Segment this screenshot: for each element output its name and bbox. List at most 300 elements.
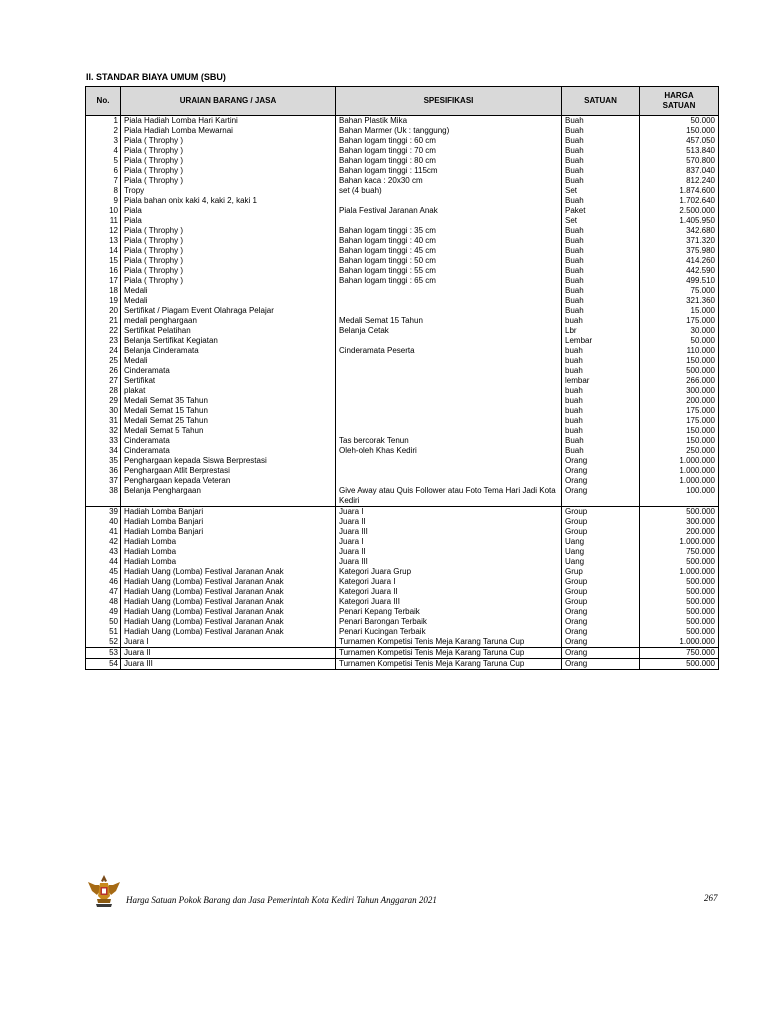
table-row (86, 557, 719, 567)
cell-no: 51 (86, 627, 121, 637)
cell-harga: 500.000 (640, 659, 719, 670)
cell-harga: 1.000.000 (640, 567, 719, 577)
table-row (86, 166, 719, 176)
cell-uraian: Cinderamata (121, 446, 336, 456)
cell-harga: 371.320 (640, 236, 719, 246)
cell-satuan: Buah (562, 236, 640, 246)
table-row (86, 466, 719, 476)
cell-uraian: Piala ( Throphy ) (121, 136, 336, 146)
cell-harga: 442.590 (640, 266, 719, 276)
cell-no: 52 (86, 637, 121, 648)
cell-satuan: Buah (562, 436, 640, 446)
cell-satuan: Buah (562, 176, 640, 186)
table-row (86, 597, 719, 607)
cell-harga: 300.000 (640, 386, 719, 396)
cell-spesifikasi (336, 396, 562, 406)
cell-no: 17 (86, 276, 121, 286)
cell-satuan: lembar (562, 376, 640, 386)
cell-harga: 150.000 (640, 436, 719, 446)
cell-no: 37 (86, 476, 121, 486)
cell-satuan: Buah (562, 136, 640, 146)
cell-uraian: Piala Hadiah Lomba Hari Kartini (121, 116, 336, 127)
cell-satuan: Uang (562, 557, 640, 567)
cell-spesifikasi (336, 336, 562, 346)
table-row (86, 406, 719, 416)
cell-no: 48 (86, 597, 121, 607)
cell-uraian: Hadiah Lomba (121, 537, 336, 547)
cell-satuan: Grup (562, 567, 640, 577)
table-row (86, 256, 719, 266)
table-row (86, 356, 719, 366)
cell-uraian: Piala ( Throphy ) (121, 256, 336, 266)
cell-no: 26 (86, 366, 121, 376)
table-row (86, 336, 719, 346)
cell-uraian: Belanja Cinderamata (121, 346, 336, 356)
cell-harga: 175.000 (640, 416, 719, 426)
cell-spesifikasi: Cinderamata Peserta (336, 346, 562, 356)
cell-no: 24 (86, 346, 121, 356)
cell-harga: 266.000 (640, 376, 719, 386)
table-row (86, 126, 719, 136)
cell-no: 23 (86, 336, 121, 346)
table-row (86, 246, 719, 256)
cell-uraian: Hadiah Lomba Banjari (121, 517, 336, 527)
cell-uraian: Penghargaan kepada Siswa Berprestasi (121, 456, 336, 466)
cell-satuan: Buah (562, 156, 640, 166)
cell-uraian: Piala (121, 206, 336, 216)
cell-uraian: Belanja Sertifikat Kegiatan (121, 336, 336, 346)
cell-satuan: buah (562, 366, 640, 376)
cell-no: 39 (86, 507, 121, 518)
cell-uraian: Penghargaan Atlit Berprestasi (121, 466, 336, 476)
cell-uraian: Cinderamata (121, 366, 336, 376)
cell-uraian: Piala ( Throphy ) (121, 266, 336, 276)
cell-satuan: Orang (562, 486, 640, 507)
table-row (86, 386, 719, 396)
cell-uraian: medali penghargaan (121, 316, 336, 326)
cell-spesifikasi: Give Away atau Quis Follower atau Foto Tema Hari Jadi Kota Kediri (336, 486, 562, 507)
cell-satuan: Orang (562, 637, 640, 648)
cell-satuan: Buah (562, 146, 640, 156)
cell-no: 42 (86, 537, 121, 547)
cell-uraian: Penghargaan kepada Veteran (121, 476, 336, 486)
cell-harga: 200.000 (640, 396, 719, 406)
cell-no: 19 (86, 296, 121, 306)
cell-satuan: Buah (562, 266, 640, 276)
cell-satuan: Orang (562, 466, 640, 476)
cell-uraian: Hadiah Lomba (121, 547, 336, 557)
cell-harga: 1.000.000 (640, 637, 719, 648)
cell-spesifikasi: Juara I (336, 537, 562, 547)
cell-no: 11 (86, 216, 121, 226)
cell-spesifikasi: Bahan kaca : 20x30 cm (336, 176, 562, 186)
cell-satuan: Orang (562, 456, 640, 466)
cell-spesifikasi (336, 376, 562, 386)
table-row (86, 507, 719, 518)
cell-harga: 500.000 (640, 577, 719, 587)
cell-uraian: Piala Hadiah Lomba Mewarnai (121, 126, 336, 136)
cell-harga: 150.000 (640, 426, 719, 436)
cell-harga: 30.000 (640, 326, 719, 336)
cell-no: 54 (86, 659, 121, 670)
cell-harga: 500.000 (640, 617, 719, 627)
cell-harga: 1.874.600 (640, 186, 719, 196)
cell-harga: 50.000 (640, 336, 719, 346)
cell-no: 20 (86, 306, 121, 316)
cell-spesifikasi (336, 426, 562, 436)
cell-spesifikasi: Penari Kepang Terbaik (336, 607, 562, 617)
cell-harga: 457.050 (640, 136, 719, 146)
cell-spesifikasi: Tas bercorak Tenun (336, 436, 562, 446)
table-row (86, 637, 719, 648)
cell-satuan: Buah (562, 196, 640, 206)
cell-harga: 1.000.000 (640, 476, 719, 486)
cell-spesifikasi: Bahan logam tinggi : 45 cm (336, 246, 562, 256)
cell-uraian: Hadiah Lomba Banjari (121, 527, 336, 537)
cell-uraian: Hadiah Lomba Banjari (121, 507, 336, 518)
cell-spesifikasi (336, 296, 562, 306)
cell-no: 22 (86, 326, 121, 336)
cell-uraian: Hadiah Uang (Lomba) Festival Jaranan Anak (121, 587, 336, 597)
cell-spesifikasi: Turnamen Kompetisi Tenis Meja Karang Taruna Cup (336, 637, 562, 648)
cell-no: 36 (86, 466, 121, 476)
cell-satuan: buah (562, 316, 640, 326)
cell-satuan: Orang (562, 476, 640, 486)
cell-no: 47 (86, 587, 121, 597)
cell-no: 18 (86, 286, 121, 296)
cell-no: 10 (86, 206, 121, 216)
table-row (86, 648, 719, 659)
cell-satuan: Group (562, 517, 640, 527)
footer-text: Harga Satuan Pokok Barang dan Jasa Pemerintah Kota Kediri Tahun Anggaran 2021 (126, 895, 437, 905)
cell-uraian: Piala ( Throphy ) (121, 246, 336, 256)
cell-no: 13 (86, 236, 121, 246)
cell-spesifikasi: Bahan logam tinggi : 35 cm (336, 226, 562, 236)
table-row (86, 286, 719, 296)
cell-satuan: Group (562, 577, 640, 587)
cell-no: 28 (86, 386, 121, 396)
table-row (86, 587, 719, 597)
cell-satuan: Orang (562, 607, 640, 617)
cell-spesifikasi: Juara II (336, 517, 562, 527)
cell-satuan: Buah (562, 306, 640, 316)
cell-spesifikasi (336, 366, 562, 376)
table-row (86, 226, 719, 236)
table-row (86, 276, 719, 286)
table-row (86, 366, 719, 376)
cell-spesifikasi: Penari Barongan Terbaik (336, 617, 562, 627)
cell-harga: 300.000 (640, 517, 719, 527)
cell-uraian: Piala ( Throphy ) (121, 226, 336, 236)
cell-uraian: Medali (121, 356, 336, 366)
cell-no: 1 (86, 116, 121, 127)
cell-harga: 1.000.000 (640, 537, 719, 547)
cell-satuan: Buah (562, 116, 640, 127)
cell-satuan: Paket (562, 206, 640, 216)
cell-no: 46 (86, 577, 121, 587)
cell-harga: 500.000 (640, 366, 719, 376)
cell-satuan: buah (562, 386, 640, 396)
table-row (86, 176, 719, 186)
cell-uraian: Medali Semat 35 Tahun (121, 396, 336, 406)
cell-no: 50 (86, 617, 121, 627)
cell-spesifikasi: Kategori Juara II (336, 587, 562, 597)
cell-no: 38 (86, 486, 121, 507)
cell-no: 32 (86, 426, 121, 436)
cell-harga: 837.040 (640, 166, 719, 176)
table-row (86, 527, 719, 537)
cell-no: 53 (86, 648, 121, 659)
cell-uraian: Belanja Penghargaan (121, 486, 336, 507)
cell-harga: 500.000 (640, 607, 719, 617)
cell-uraian: Hadiah Uang (Lomba) Festival Jaranan Anak (121, 577, 336, 587)
cell-satuan: Buah (562, 296, 640, 306)
cell-spesifikasi: Bahan Plastik Mika (336, 116, 562, 127)
cell-satuan: Group (562, 527, 640, 537)
cell-uraian: Juara II (121, 648, 336, 659)
cell-spesifikasi: Bahan logam tinggi : 50 cm (336, 256, 562, 266)
cell-no: 35 (86, 456, 121, 466)
cell-spesifikasi: Juara III (336, 557, 562, 567)
cell-spesifikasi: Kategori Juara I (336, 577, 562, 587)
cell-harga: 750.000 (640, 547, 719, 557)
cell-harga: 200.000 (640, 527, 719, 537)
cell-harga: 2.500.000 (640, 206, 719, 216)
cell-satuan: Orang (562, 627, 640, 637)
cell-satuan: Uang (562, 547, 640, 557)
cell-uraian: Juara III (121, 659, 336, 670)
table-row (86, 136, 719, 146)
cell-no: 9 (86, 196, 121, 206)
cell-spesifikasi: Belanja Cetak (336, 326, 562, 336)
cell-uraian: Piala ( Throphy ) (121, 146, 336, 156)
cell-uraian: Juara I (121, 637, 336, 648)
cell-no: 33 (86, 436, 121, 446)
table-row (86, 376, 719, 386)
cell-no: 15 (86, 256, 121, 266)
cell-satuan: Group (562, 587, 640, 597)
table-row (86, 517, 719, 527)
cell-satuan: Orang (562, 659, 640, 670)
cell-no: 4 (86, 146, 121, 156)
header-harga-line2: SATUAN (662, 101, 696, 110)
cell-spesifikasi: Bahan logam tinggi : 70 cm (336, 146, 562, 156)
table-row (86, 346, 719, 356)
table-row (86, 316, 719, 326)
table-row (86, 537, 719, 547)
cell-spesifikasi: Kategori Juara Grup (336, 567, 562, 577)
table-row (86, 146, 719, 156)
cell-harga: 1.000.000 (640, 456, 719, 466)
cell-spesifikasi: Piala Festival Jaranan Anak (336, 206, 562, 216)
table-row (86, 486, 719, 507)
cell-no: 45 (86, 567, 121, 577)
cell-spesifikasi (336, 466, 562, 476)
cell-satuan: Buah (562, 226, 640, 236)
cell-no: 41 (86, 527, 121, 537)
cell-spesifikasi (336, 196, 562, 206)
cell-satuan: Buah (562, 256, 640, 266)
cell-uraian: Piala ( Throphy ) (121, 276, 336, 286)
table-row (86, 436, 719, 446)
cell-satuan: Set (562, 186, 640, 196)
cell-spesifikasi: Bahan logam tinggi : 80 cm (336, 156, 562, 166)
cell-harga: 414.260 (640, 256, 719, 266)
cell-satuan: Set (562, 216, 640, 226)
cell-harga: 321.360 (640, 296, 719, 306)
cell-no: 43 (86, 547, 121, 557)
cell-no: 31 (86, 416, 121, 426)
table-row (86, 426, 719, 436)
garuda-emblem-icon (86, 872, 122, 910)
cell-no: 40 (86, 517, 121, 527)
table-row (86, 216, 719, 226)
cell-harga: 500.000 (640, 627, 719, 637)
table-row (86, 446, 719, 456)
cell-harga: 150.000 (640, 126, 719, 136)
cell-harga: 812.240 (640, 176, 719, 186)
cell-no: 25 (86, 356, 121, 366)
table-row (86, 607, 719, 617)
cell-no: 34 (86, 446, 121, 456)
cell-spesifikasi: set (4 buah) (336, 186, 562, 196)
cell-uraian: Hadiah Uang (Lomba) Festival Jaranan Anak (121, 627, 336, 637)
cell-no: 3 (86, 136, 121, 146)
cell-uraian: Hadiah Uang (Lomba) Festival Jaranan Anak (121, 597, 336, 607)
table-row (86, 206, 719, 216)
cell-harga: 750.000 (640, 648, 719, 659)
cell-satuan: Buah (562, 276, 640, 286)
cell-spesifikasi: Juara I (336, 507, 562, 518)
header-satuan: SATUAN (562, 87, 640, 116)
cell-spesifikasi: Kategori Juara III (336, 597, 562, 607)
header-harga-line1: HARGA (664, 91, 694, 100)
table-row (86, 627, 719, 637)
table-row (86, 567, 719, 577)
cell-spesifikasi (336, 356, 562, 366)
cell-harga: 110.000 (640, 346, 719, 356)
cell-harga: 375.980 (640, 246, 719, 256)
cell-no: 29 (86, 396, 121, 406)
cell-spesifikasi (336, 476, 562, 486)
cell-satuan: buah (562, 396, 640, 406)
table-body (86, 116, 719, 670)
page-number: 267 (704, 893, 718, 903)
table-row (86, 266, 719, 276)
cell-harga: 1.702.640 (640, 196, 719, 206)
cell-uraian: Sertifikat (121, 376, 336, 386)
cell-uraian: Cinderamata (121, 436, 336, 446)
cell-uraian: Piala (121, 216, 336, 226)
cell-uraian: Tropy (121, 186, 336, 196)
cell-satuan: Buah (562, 446, 640, 456)
cell-harga: 499.510 (640, 276, 719, 286)
cell-satuan: Group (562, 597, 640, 607)
cell-uraian: Piala ( Throphy ) (121, 166, 336, 176)
cell-spesifikasi: Bahan logam tinggi : 55 cm (336, 266, 562, 276)
table-row (86, 456, 719, 466)
cell-uraian: Piala ( Throphy ) (121, 236, 336, 246)
table-row (86, 476, 719, 486)
cell-satuan: buah (562, 426, 640, 436)
cell-no: 27 (86, 376, 121, 386)
cell-harga: 50.000 (640, 116, 719, 127)
cell-no: 16 (86, 266, 121, 276)
table-row (86, 236, 719, 246)
cell-harga: 500.000 (640, 507, 719, 518)
cell-harga: 15.000 (640, 306, 719, 316)
cell-spesifikasi: Juara III (336, 527, 562, 537)
cell-uraian: Hadiah Uang (Lomba) Festival Jaranan Anak (121, 607, 336, 617)
cell-no: 12 (86, 226, 121, 236)
table-row (86, 306, 719, 316)
cell-satuan: Orang (562, 617, 640, 627)
table-row (86, 577, 719, 587)
cell-uraian: Sertifikat Pelatihan (121, 326, 336, 336)
cell-spesifikasi: Oleh-oleh Khas Kediri (336, 446, 562, 456)
table-row (86, 186, 719, 196)
cell-satuan: Buah (562, 166, 640, 176)
table-row (86, 196, 719, 206)
cell-satuan: buah (562, 416, 640, 426)
table-row (86, 617, 719, 627)
cell-spesifikasi: Bahan logam tinggi : 40 cm (336, 236, 562, 246)
sbu-table (85, 86, 719, 670)
table-row (86, 116, 719, 127)
cell-harga: 100.000 (640, 486, 719, 507)
table-row (86, 156, 719, 166)
cell-no: 21 (86, 316, 121, 326)
cell-spesifikasi: Bahan logam tinggi : 65 cm (336, 276, 562, 286)
cell-harga: 75.000 (640, 286, 719, 296)
cell-spesifikasi: Bahan logam tinggi : 115cm (336, 166, 562, 176)
cell-harga: 500.000 (640, 597, 719, 607)
header-spesifikasi: SPESIFIKASI (336, 87, 562, 116)
table-row (86, 416, 719, 426)
header-uraian: URAIAN BARANG / JASA (121, 87, 336, 116)
cell-uraian: Hadiah Uang (Lomba) Festival Jaranan Anak (121, 617, 336, 627)
cell-harga: 513.840 (640, 146, 719, 156)
header-no: No. (86, 87, 121, 116)
cell-no: 14 (86, 246, 121, 256)
cell-spesifikasi (336, 386, 562, 396)
cell-spesifikasi (336, 306, 562, 316)
cell-satuan: Lbr (562, 326, 640, 336)
cell-no: 5 (86, 156, 121, 166)
cell-harga: 150.000 (640, 356, 719, 366)
table-row (86, 296, 719, 306)
cell-spesifikasi (336, 286, 562, 296)
cell-spesifikasi: Bahan logam tinggi : 60 cm (336, 136, 562, 146)
cell-satuan: Group (562, 507, 640, 518)
cell-harga: 342.680 (640, 226, 719, 236)
cell-uraian: Medali (121, 286, 336, 296)
table-row (86, 659, 719, 670)
cell-satuan: Buah (562, 286, 640, 296)
cell-spesifikasi (336, 456, 562, 466)
table-row (86, 326, 719, 336)
cell-spesifikasi (336, 216, 562, 226)
cell-satuan: Orang (562, 648, 640, 659)
cell-spesifikasi: Juara II (336, 547, 562, 557)
table-row (86, 396, 719, 406)
table-row (86, 547, 719, 557)
cell-uraian: Piala bahan onix kaki 4, kaki 2, kaki 1 (121, 196, 336, 206)
cell-harga: 175.000 (640, 406, 719, 416)
cell-spesifikasi: Bahan Marmer (Uk : tanggung) (336, 126, 562, 136)
cell-uraian: Hadiah Lomba (121, 557, 336, 567)
header-harga (640, 87, 719, 116)
